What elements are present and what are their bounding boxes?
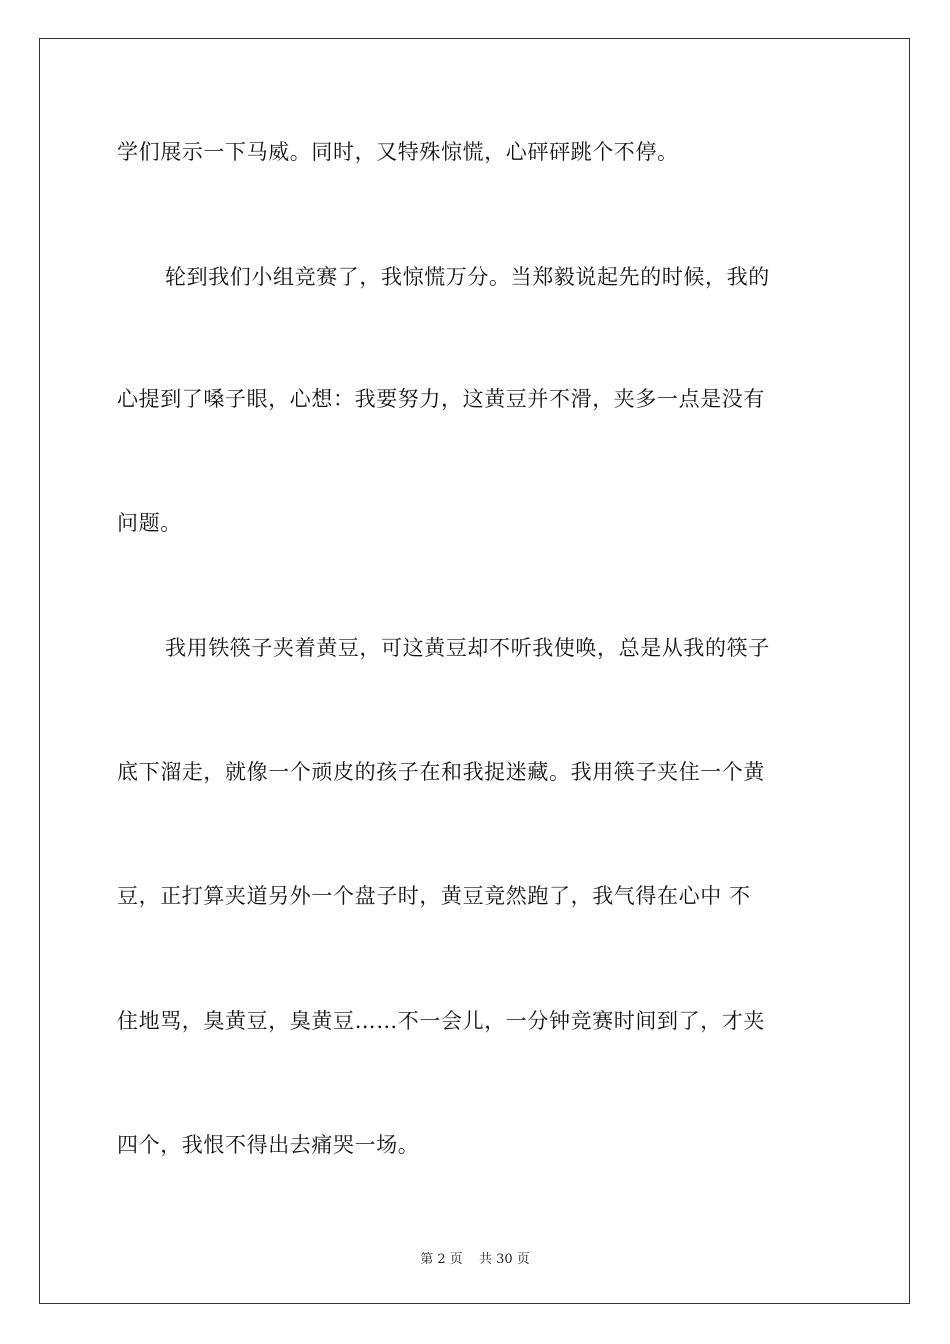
- text-line: 学们展示一下马威。同时，又特殊惊慌，心砰砰跳个不停。: [117, 140, 679, 164]
- text-line: 轮到我们小组竞赛了，我惊慌万分。当郑毅说起先的时候，我的: [165, 265, 770, 289]
- text-line: 四个，我恨不得出去痛哭一场。: [117, 1133, 420, 1157]
- text-line: 问题。: [117, 511, 182, 535]
- page-border: [39, 38, 910, 1304]
- page-footer: [0, 1248, 950, 1267]
- text-line: 底下溜走，就像一个顽皮的孩子在和我捉迷藏。我用筷子夹住一个黄: [117, 760, 765, 784]
- page-number: 第 2 页: [420, 1252, 463, 1267]
- text-line: 住地骂，臭黄豆，臭黄豆……不一会儿，一分钟竞赛时间到了，才夹: [117, 1009, 765, 1033]
- text-line: 我用铁筷子夹着黄豆，可这黄豆却不听我使唤，总是从我的筷子: [165, 636, 770, 660]
- text-line: 豆，正打算夹道另外一个盘子时，黄豆竟然跑了，我气得在心中 不: [117, 884, 751, 908]
- text-line: 心提到了嗓子眼，心想：我要努力，这黄豆并不滑，夹多一点是没有: [117, 387, 765, 411]
- page-total: 共 30 页: [478, 1252, 530, 1267]
